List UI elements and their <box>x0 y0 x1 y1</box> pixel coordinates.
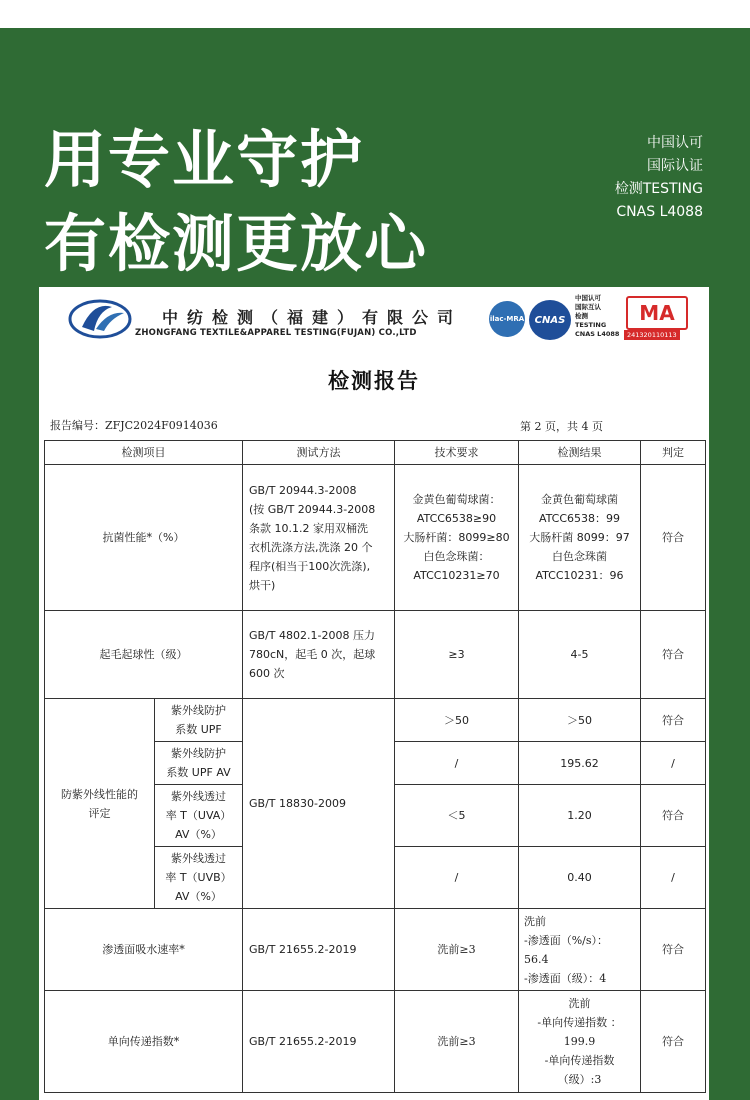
result-cell: 洗前 -单向传递指数 ： 199.9 -单向传递指数 （级）:3 <box>519 991 641 1093</box>
verdict-cell: / <box>641 847 706 909</box>
ilac-mra-logo-icon: ilac-MRA <box>489 301 525 337</box>
company-logo-icon <box>68 297 134 339</box>
cma-logo-icon: MA <box>626 296 688 330</box>
headline <box>44 118 428 286</box>
method-cell: GB/T 18830-2009 <box>243 699 395 909</box>
results-table <box>44 440 706 1093</box>
cert-line: 国际认证 <box>647 158 703 174</box>
company-name-en: ZHONGFANG TEXTILE&APPAREL TESTING(FUJAN) CO.,LTD <box>135 328 417 338</box>
cert-line: 中国认可 <box>647 135 703 151</box>
cnas-caption-line: 中国认可 <box>575 294 601 302</box>
item-cell: 起毛起球性（级） <box>45 611 243 699</box>
verdict-cell: 符合 <box>641 699 706 742</box>
cnas-caption-line: 国际互认 <box>575 303 601 311</box>
verdict-cell: 符合 <box>641 611 706 699</box>
cnas-caption <box>575 294 619 339</box>
sub-item-cell: 紫外线透过 率 T（UVB） AV（%） <box>155 847 243 909</box>
table-row <box>45 909 706 991</box>
col-header: 判定 <box>641 441 706 465</box>
method-cell: GB/T 21655.2-2019 <box>243 909 395 991</box>
verdict-cell: 符合 <box>641 785 706 847</box>
cert-line: CNAS L4088 <box>616 204 703 220</box>
requirement-cell: ＞50 <box>395 699 519 742</box>
cma-code: 241320110113 <box>624 330 680 340</box>
verdict-cell: 符合 <box>641 991 706 1093</box>
requirement-cell: 金黄色葡萄球菌： ATCC6538≥90 大肠杆菌：8099≥80 白色念珠菌： ATCC10231≥70 <box>395 465 519 611</box>
report-title: 检测报告 <box>328 369 420 393</box>
col-header: 检测结果 <box>519 441 641 465</box>
requirement-cell: 洗前≥3 <box>395 909 519 991</box>
table-header-row <box>45 441 706 465</box>
table-row <box>45 991 706 1093</box>
method-cell: GB/T 4802.1-2008 压力 780cN，起毛 0 次，起球 600 次 <box>243 611 395 699</box>
sub-item-cell: 紫外线透过 率 T（UVA） AV（%） <box>155 785 243 847</box>
result-cell: 195.62 <box>519 742 641 785</box>
requirement-cell: 洗前≥3 <box>395 991 519 1093</box>
verdict-cell: 符合 <box>641 465 706 611</box>
table-row <box>45 465 706 611</box>
requirement-cell: / <box>395 847 519 909</box>
verdict-cell: 符合 <box>641 909 706 991</box>
result-cell: 洗前 -渗透面（%/s）： 56.4 -渗透面（级）：4 <box>519 909 641 991</box>
cert-line: 检测TESTING <box>614 181 703 197</box>
headline-line-2: 有检测更放心 <box>44 207 429 280</box>
headline-line-1: 用专业守护 <box>44 123 365 196</box>
company-name-cn: 中纺检测（福建）有限公司 <box>162 308 463 327</box>
col-header: 检测项目 <box>45 441 243 465</box>
col-header: 测试方法 <box>243 441 395 465</box>
cnas-caption-line: 检测 <box>575 312 588 320</box>
result-cell: 金黄色葡萄球菌 ATCC6538：99 大肠杆菌 8099：97 白色念珠菌 ATCC10231：96 <box>519 465 641 611</box>
sub-item-cell: 紫外线防护 系数 UPF AV <box>155 742 243 785</box>
requirement-cell: / <box>395 742 519 785</box>
item-cell: 防紫外线性能的 评定 <box>45 699 155 909</box>
table-row <box>45 699 706 742</box>
result-cell: 4-5 <box>519 611 641 699</box>
method-cell: GB/T 21655.2-2019 <box>243 991 395 1093</box>
page-indicator: 第 2 页，共 4 页 <box>520 420 603 433</box>
report-number: 报告编号：ZFJC2024F0914036 <box>50 419 218 432</box>
cnas-caption-line: TESTING <box>575 321 607 329</box>
item-cell: 单向传递指数* <box>45 991 243 1093</box>
item-cell: 渗透面吸水速率* <box>45 909 243 991</box>
col-header: 技术要求 <box>395 441 519 465</box>
requirement-cell: ＜5 <box>395 785 519 847</box>
result-cell: 1.20 <box>519 785 641 847</box>
cnas-caption-line: CNAS L4088 <box>575 330 620 338</box>
certification-text <box>615 132 703 224</box>
item-cell: 抗菌性能*（%） <box>45 465 243 611</box>
result-cell: 0.40 <box>519 847 641 909</box>
cma-stamp <box>626 296 686 338</box>
method-cell: GB/T 20944.3-2008 (按 GB/T 20944.3-2008 条款 10.1.2 家用双桶洗 衣机洗涤方法,洗涤 20 个 程序(相当于100次洗涤), 烘干) <box>243 465 395 611</box>
sub-item-cell: 紫外线防护 系数 UPF <box>155 699 243 742</box>
result-cell: ＞50 <box>519 699 641 742</box>
test-report-sheet <box>39 287 709 1100</box>
verdict-cell: / <box>641 742 706 785</box>
cnas-logo-icon: CNAS <box>529 300 571 340</box>
requirement-cell: ≥3 <box>395 611 519 699</box>
table-row <box>45 611 706 699</box>
